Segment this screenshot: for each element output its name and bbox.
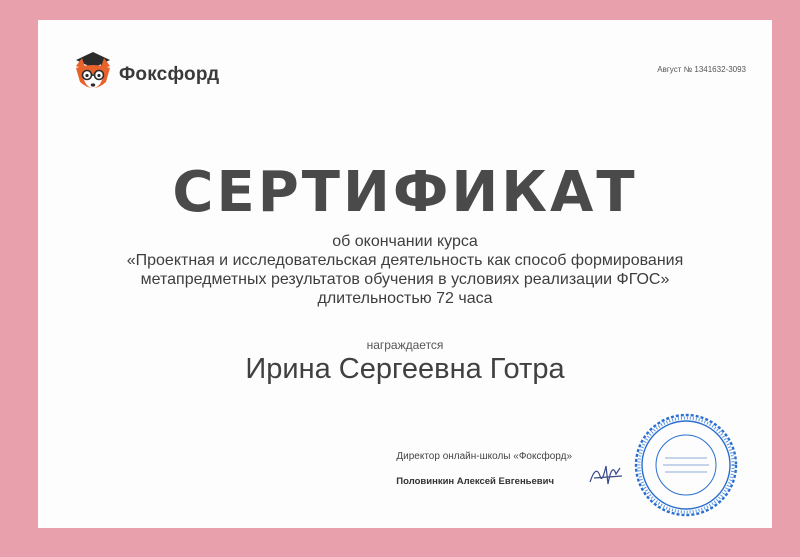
course-line: «Проектная и исследовательская деятельность как способ формирования [126, 252, 684, 269]
round-stamp-icon [633, 412, 739, 518]
course-line: длительностью 72 часа [317, 290, 493, 307]
awarded-label: награждается [366, 338, 444, 352]
fox-logo-icon [68, 50, 118, 96]
signature-icon [586, 454, 626, 490]
course-line: об окончании курса [332, 233, 478, 250]
course-line: метапредметных результатов обучения в условиях реализации ФГОС» [140, 271, 670, 288]
brand-name: Фоксфорд [119, 64, 220, 85]
course-description [38, 232, 772, 308]
certificate-sheet [38, 20, 772, 528]
director-position: Директор онлайн-школы «Фоксфорд» [396, 451, 572, 462]
director-name: Половинкин Алексей Евгеньевич [396, 476, 554, 487]
certificate-id: Август № 1341632-3093 [657, 65, 746, 74]
certificate-title: СЕРТИФИКАТ [172, 160, 638, 225]
recipient-name: Ирина Сергеевна Готра [245, 353, 565, 385]
